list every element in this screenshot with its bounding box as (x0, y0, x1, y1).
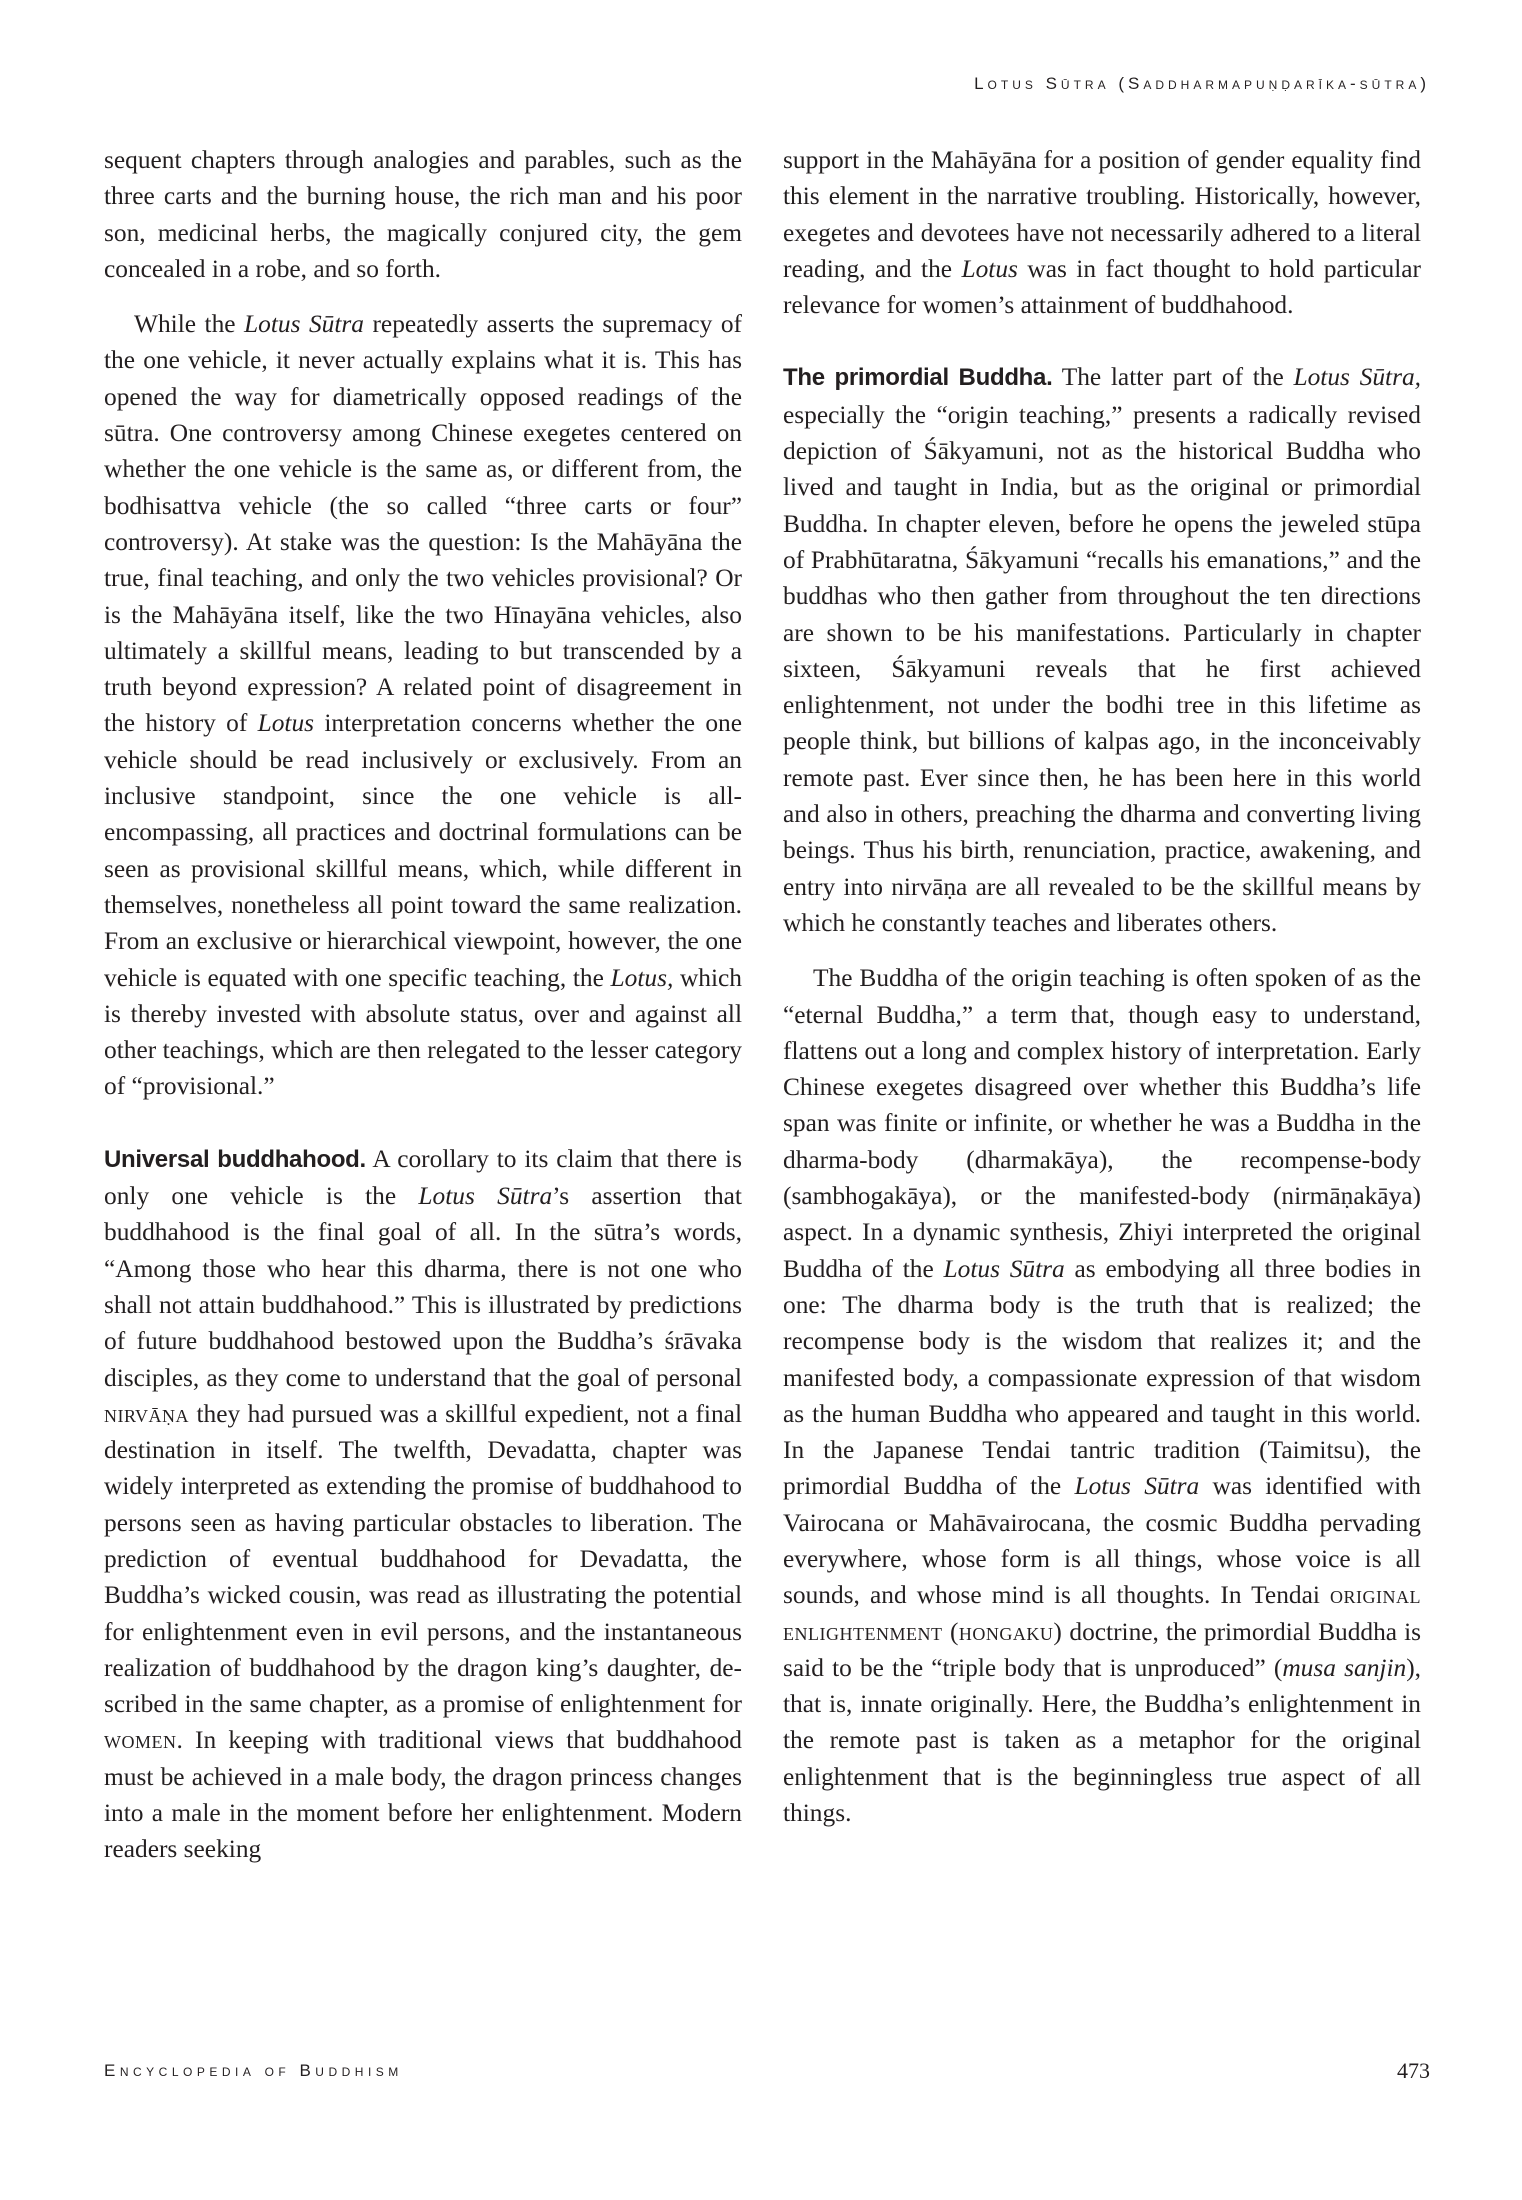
text: interpretation concerns whether the one vehicle should be read inclusively or exclusively. From an inclusive standpoint, since the one vehicle is all-encompassing, all practices and doctrinal formulations can be seen as provisional skillful means, which, while different in themselves, nonetheless all point toward the same realization. From an exclusive or hierarchical viewpoint, however, the one vehicle is equated with one specific teaching, the (104, 709, 742, 992)
text: doctrine, the primordial Buddha is said to be the “triple body that is unproduced” ( (783, 1617, 1421, 1682)
text: was in fact thought to hold particular relevance for women’s attainment of buddhahood. (783, 254, 1421, 320)
running-head: Lotus Sūtra (Saddharmapuṇḍarīka-sūtra) (974, 74, 1430, 93)
paragraph-primordial-buddha (783, 359, 1421, 941)
foreign-term: musa sanjin (1282, 1653, 1407, 1682)
paragraph-one-vehicle (104, 306, 742, 1105)
text: which is thereby invested with absolute status, over and against all other teachings, which are then relegated to the lesser category of “provisional.” (104, 963, 742, 1101)
work-title: Lotus Sūtra, (1293, 363, 1422, 392)
text: they had pursued was a skillful expedient, not a final destination in itself. The twelfth, Devadatta, chapter was widely interpreted as extending the promise of buddhahood to persons seen as having particular obstacles to liberation. The prediction of eventual buddhahood for Devadatta, the Buddha’s wicked cousin, was read as illustrating the potential for enlightenment even in evil persons, and the instantaneous realization of buddhahood by the dragon king’s daughter, described in the same chapter, as a promise of enlightenment for (104, 1399, 742, 1719)
paragraph-gender-equality (783, 142, 1421, 323)
footer-book-title: Encyclopedia of Buddhism (104, 2061, 403, 2080)
work-title: Lotus, (610, 963, 674, 992)
paragraph-universal-buddhahood (104, 1141, 742, 1868)
work-title: Lotus Sūtra (244, 310, 364, 339)
section-heading-primordial-buddha: The primordial Buddha. (783, 364, 1053, 392)
text: The latter part of the (1052, 363, 1294, 392)
text: as embodying all three bodies in one: The dharma body is the truth that is realized; the recompense body is the wisdom that realizes it; and the manifested body, a compassionate expression of that wisdom as the human Buddha who appeared and taught in this world. In the Japanese Tendai tantric tradition (Taimitsu), the primordial Buddha of the (783, 1254, 1421, 1501)
text: especially the “origin teaching,” presents a radically revised depiction of Śākyamuni, not as the historical Buddha who lived and taught in India, but as the original or primordial Buddha. In chapter eleven, before he opens the jeweled stūpa of Prabhūtaratna, Śākyamuni “recalls his emanations,” and the buddhas who then gather from throughout the ten directions are shown to be his manifestations. Particularly in chapter sixteen, Śākyamuni reveals that he first achieved enlightenment, not under the bodhi tree in this lifetime as people think, but billions of kalpas ago, in the inconceivably remote past. Ever since then, he has been here in this world and also in others, preaching the dharma and converting living beings. Thus his birth, renunciation, practice, awakening, and entry into nirvāṇa are all revealed to be the skillful means by which he constantly teaches and liberates others. (783, 400, 1421, 937)
text: A corollary to its claim that there is only one vehicle is the (104, 1144, 742, 1211)
work-title: Lotus Sūtra (1074, 1472, 1200, 1501)
text: was identified with Vairocana or Mahāvairocana, the cosmic Buddha pervading everywhere, whose form is all things, whose voice is all sounds, and whose mind is all thoughts. In Tendai (783, 1472, 1421, 1610)
work-title: Lotus Sūtra (943, 1254, 1065, 1283)
cross-reference-women[interactable]: women (104, 1726, 177, 1755)
work-title: Lotus (257, 709, 315, 738)
left-column (104, 142, 742, 1868)
page-number: 473 (1397, 2058, 1430, 2083)
work-title: Lotus Sūtra (418, 1182, 553, 1211)
text: repeatedly asserts the supremacy of the one vehicle, it never actually explains what it is. This has opened the way for diametrically opposed readings of the sūtra. One controversy among Chinese exegetes centered on whether the one vehicle is the same as, or different from, the bodhisattva vehicle (the so called “three carts or four” controversy). At stake was the question: Is the Mahāyāna the true, final teaching, and only the two vehicles provisional? Or is the Mahāyāna itself, like the two Hīnayāna vehicles, also ultimately a skillful means, leading to but transcended by a truth beyond expression? A related point of disagreement in the history of (104, 310, 742, 738)
paragraph-continuation: sequent chapters through analogies and parables, such as the three carts and the burning house, the rich man and his poor son, medicinal herbs, the magically conjured city, the gem concealed in a robe, and so forth. (104, 146, 742, 283)
right-column (783, 142, 1421, 1831)
cross-reference-nirvana[interactable]: nirvāṇa (104, 1399, 190, 1428)
section-heading-universal-buddhahood: Universal buddhahood. (104, 1145, 366, 1173)
paragraph-eternal-buddha (783, 960, 1421, 1831)
text: ’s assertion that buddhahood is the final goal of all. In the sūtra’s words, “Among those who hear this dharma, there is not one who shall not attain buddhahood.” This is illustrated by predictions of future buddhahood bestowed upon the Buddha’s śrāvaka disciples, as they come to understand that the goal of personal (104, 1182, 742, 1392)
text: . In keeping with traditional views that buddhahood must be achieved in a male body, the dragon princess changes into a male in the moment before her enlightenment. Modern readers seeking (104, 1726, 742, 1864)
work-title: Lotus (961, 254, 1018, 283)
text: The Buddha of the origin teaching is often spoken of as the “eternal Buddha,” a term that, though easy to understand, flattens out a long and complex history of interpretation. Early Chinese exegetes disagreed over whether this Buddha’s life span was finite or infinite, or whether he was a Buddha in the dharma-body (dharmakāya), the recompense-body (sambhogakāya), or the manifested-body (nirmāṇakāya) aspect. In a dynamic synthesis, Zhiyi interpreted the original Buddha of the (783, 964, 1421, 1283)
text: ), that is, innate originally. Here, the Buddha’s enlightenment in the remote past is taken as a metaphor for the original enlightenment that is the beginningless true aspect of all things. (783, 1653, 1422, 1828)
text: While the (134, 310, 245, 339)
text: support in the Mahāyāna for a position of gender equality find this element in the narrative troubling. Historically, however, exegetes and devotees have not necessarily adhered to a literal reading, and the (783, 146, 1421, 283)
cross-reference-original-enlightenment[interactable]: original enlightenment (hongaku) (783, 1581, 1421, 1646)
